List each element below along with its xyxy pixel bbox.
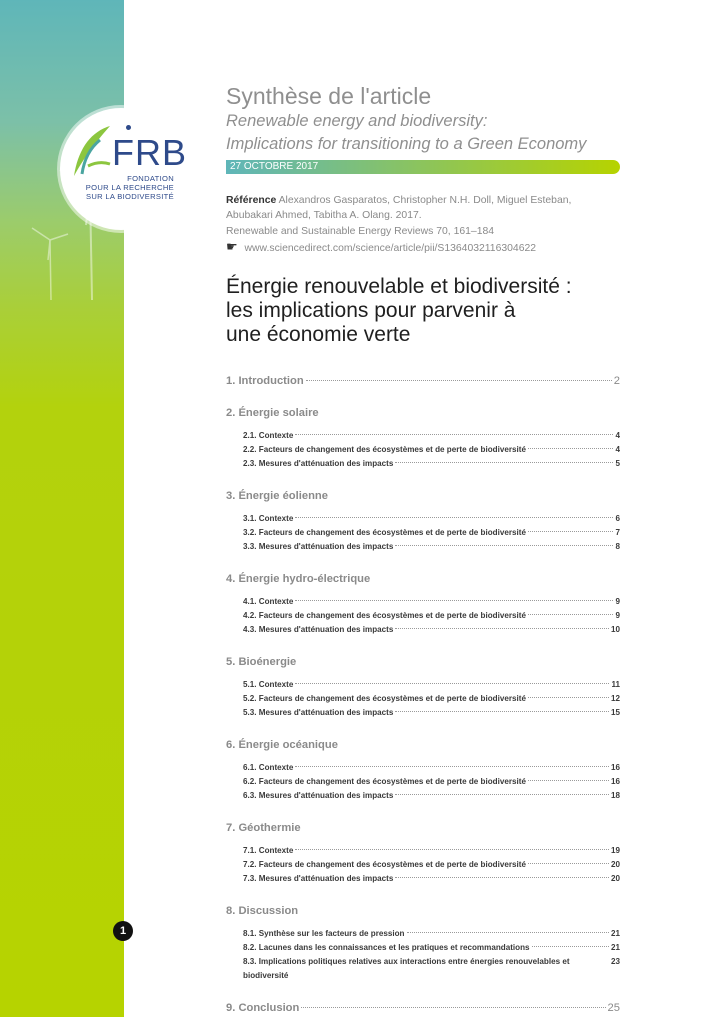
toc-subsection-title: 8.3. Implications politiques relatives aux interactions entre énergies renouvelables et biodiversité [243, 957, 570, 980]
toc-subsection-title: 4.2. Facteurs de changement des écosystèmes et de perte de biodiversité [243, 611, 526, 620]
toc-entry[interactable] [226, 655, 620, 669]
toc-subentry[interactable] [243, 623, 620, 637]
toc-subentry[interactable] [243, 941, 620, 955]
dot-leader [395, 462, 613, 463]
dot-leader [295, 766, 609, 767]
toc-section-title: 9. Conclusion [226, 1002, 300, 1014]
toc-page-number: 20 [610, 860, 620, 869]
document-title-line: Énergie renouvelable et biodiversité : [226, 275, 572, 298]
dot-leader [306, 380, 612, 381]
article-title-line: Renewable energy and biodiversity: [226, 112, 488, 130]
toc-page-number: 9 [615, 597, 620, 606]
toc-page-number: 6 [615, 514, 620, 523]
dot-leader [532, 946, 609, 947]
toc-page-number: 19 [610, 846, 620, 855]
toc-section [226, 406, 620, 471]
logo-subtitle-line: SUR LA BIODIVERSITÉ [86, 192, 174, 201]
leaf-icon [70, 122, 114, 180]
toc-subsection-list [226, 595, 620, 637]
toc-section [226, 572, 620, 637]
toc-subentry[interactable] [243, 526, 620, 540]
toc-section-title: 2. Énergie solaire [226, 407, 319, 419]
toc-subentry[interactable] [243, 761, 620, 775]
toc-subsection-title: 7.3. Mesures d'atténuation des impacts [243, 874, 394, 883]
toc-subsection-title: 2.1. Contexte [243, 431, 294, 440]
toc-subentry[interactable] [243, 609, 620, 623]
dot-leader [528, 614, 614, 615]
toc-subsection-title: 5.3. Mesures d'atténuation des impacts [243, 708, 394, 717]
toc-subsection-list [226, 927, 620, 983]
toc-entry[interactable] [226, 572, 620, 586]
logo-subtitle [70, 174, 174, 201]
toc-subsection-title: 4.3. Mesures d'atténuation des impacts [243, 625, 394, 634]
header [226, 82, 626, 174]
toc-subentry[interactable] [243, 858, 620, 872]
toc-subentry[interactable] [243, 678, 620, 692]
logo-subtitle-line: POUR LA RECHERCHE [85, 183, 174, 192]
toc-subentry[interactable] [243, 775, 620, 789]
table-of-contents [226, 374, 620, 1017]
dot-leader [395, 711, 609, 712]
toc-page-number: 7 [615, 528, 620, 537]
toc-subsection-title: 3.2. Facteurs de changement des écosystèmes et de perte de biodiversité [243, 528, 526, 537]
pointing-hand-icon: ☛ [226, 239, 238, 255]
toc-subentry[interactable] [243, 443, 620, 457]
toc-page-number: 15 [610, 708, 620, 717]
toc-page-number: 23 [610, 957, 620, 966]
toc-subsection-list [226, 761, 620, 803]
toc-subsection-title: 3.3. Mesures d'atténuation des impacts [243, 542, 394, 551]
toc-entry[interactable] [226, 406, 620, 420]
toc-subsection-list [226, 429, 620, 471]
dot-leader [295, 849, 609, 850]
dot-leader [395, 794, 609, 795]
toc-page-number: 16 [610, 777, 620, 786]
toc-subsection-title: 3.1. Contexte [243, 514, 294, 523]
toc-subsection-title: 4.1. Contexte [243, 597, 294, 606]
dot-leader [528, 448, 614, 449]
dot-leader [301, 1007, 605, 1008]
dot-leader [407, 932, 609, 933]
toc-subsection-list [226, 678, 620, 720]
reference-journal: Renewable and Sustainable Energy Reviews 70, 161–184 [226, 225, 495, 237]
toc-section-title: 4. Énergie hydro-électrique [226, 573, 371, 585]
toc-subentry[interactable] [243, 457, 620, 471]
toc-subentry[interactable] [243, 595, 620, 609]
toc-page-number: 11 [611, 680, 620, 689]
document-title-line: les implications pour parvenir à [226, 299, 516, 322]
toc-entry[interactable] [226, 904, 620, 918]
toc-subsection-title: 8.2. Lacunes dans les connaissances et les pratiques et recommandations [243, 943, 530, 952]
dot-leader [295, 600, 613, 601]
dot-leader [528, 697, 609, 698]
toc-subentry[interactable] [243, 844, 620, 858]
toc-page-number: 4 [615, 431, 620, 440]
toc-subsection-title: 2.3. Mesures d'atténuation des impacts [243, 459, 394, 468]
logo-dot [126, 125, 131, 130]
toc-entry[interactable] [226, 738, 620, 752]
toc-entry[interactable] [226, 374, 620, 388]
synthesis-title: Synthèse de l'article [226, 83, 432, 109]
toc-page-number: 21 [610, 943, 620, 952]
toc-subsection-title: 6.1. Contexte [243, 763, 294, 772]
toc-subentry[interactable] [243, 692, 620, 706]
toc-page-number: 21 [610, 929, 620, 938]
toc-section-title: 3. Énergie éolienne [226, 490, 328, 502]
toc-page-number: 8 [615, 542, 620, 551]
toc-page-number: 4 [615, 445, 620, 454]
toc-subentry[interactable] [243, 927, 620, 941]
toc-subsection-title: 5.1. Contexte [243, 680, 294, 689]
document-title [226, 275, 620, 347]
dot-leader [395, 628, 609, 629]
document-title-line: une économie verte [226, 323, 411, 346]
toc-subsection-title: 6.2. Facteurs de changement des écosystèmes et de perte de biodiversité [243, 777, 526, 786]
toc-subsection-list [226, 512, 620, 554]
toc-entry[interactable] [226, 489, 620, 503]
toc-subentry[interactable] [243, 789, 620, 803]
toc-subsection-title: 7.1. Contexte [243, 846, 294, 855]
dot-leader [395, 545, 613, 546]
toc-page-number: 16 [610, 763, 620, 772]
toc-subentry[interactable] [243, 706, 620, 720]
toc-section [226, 738, 620, 803]
toc-subsection-title: 7.2. Facteurs de changement des écosystèmes et de perte de biodiversité [243, 860, 526, 869]
reference-label: Référence [226, 195, 277, 206]
dot-leader [295, 434, 613, 435]
toc-section [226, 904, 620, 983]
dot-leader [395, 877, 609, 878]
toc-section-title: 6. Énergie océanique [226, 739, 338, 751]
toc-page-number: 12 [610, 694, 620, 703]
date-bar: 27 OCTOBRE 2017 [226, 160, 620, 174]
dot-leader [528, 780, 609, 781]
toc-section-title: 8. Discussion [226, 905, 299, 917]
toc-page-number: 25 [607, 1002, 620, 1014]
toc-page-number: 2 [613, 375, 620, 387]
dot-leader [528, 531, 614, 532]
page-number-badge: 1 [113, 921, 133, 941]
dot-leader [295, 683, 609, 684]
toc-subentry[interactable] [243, 429, 620, 443]
toc-subentry[interactable] [243, 955, 620, 983]
toc-section-title: 1. Introduction [226, 375, 304, 387]
reference-link[interactable] [226, 239, 620, 256]
toc-subentry[interactable] [243, 512, 620, 526]
reference-authors-text: Alexandros Gasparatos, Christopher N.H. Doll, Miguel Esteban, Abubakari Ahmed, Tabitha A. Olang. 2017. [226, 195, 572, 222]
toc-section [226, 1001, 620, 1015]
dot-leader [295, 517, 613, 518]
reference-block [226, 193, 620, 257]
toc-section [226, 374, 620, 388]
toc-entry[interactable] [226, 1001, 620, 1015]
logo-wordmark: FRB [112, 132, 187, 173]
toc-subentry[interactable] [243, 872, 620, 886]
toc-page-number: 9 [615, 611, 620, 620]
dot-leader [528, 863, 609, 864]
toc-subsection-list [226, 844, 620, 886]
article-title-line: Implications for transitioning to a Green Economy [226, 135, 587, 153]
toc-page-number: 5 [615, 459, 620, 468]
toc-section-title: 7. Géothermie [226, 822, 301, 834]
toc-subsection-title: 5.2. Facteurs de changement des écosystèmes et de perte de biodiversité [243, 694, 526, 703]
toc-entry[interactable] [226, 821, 620, 835]
toc-section [226, 655, 620, 720]
toc-subsection-title: 6.3. Mesures d'atténuation des impacts [243, 791, 394, 800]
toc-section [226, 489, 620, 554]
toc-subentry[interactable] [243, 540, 620, 554]
toc-subsection-title: 2.2. Facteurs de changement des écosystèmes et de perte de biodiversité [243, 445, 526, 454]
logo-subtitle-line: FONDATION [127, 174, 174, 183]
toc-page-number: 20 [610, 874, 620, 883]
toc-subsection-title: 8.1. Synthèse sur les facteurs de pression [243, 929, 405, 938]
reference-authors [226, 193, 620, 224]
toc-page-number: 10 [610, 625, 620, 634]
frb-logo[interactable] [60, 108, 187, 230]
toc-section [226, 821, 620, 886]
reference-url[interactable]: www.sciencedirect.com/science/article/pii/S1364032116304622 [244, 243, 537, 255]
toc-page-number: 18 [610, 791, 620, 800]
toc-section-title: 5. Bioénergie [226, 656, 297, 668]
